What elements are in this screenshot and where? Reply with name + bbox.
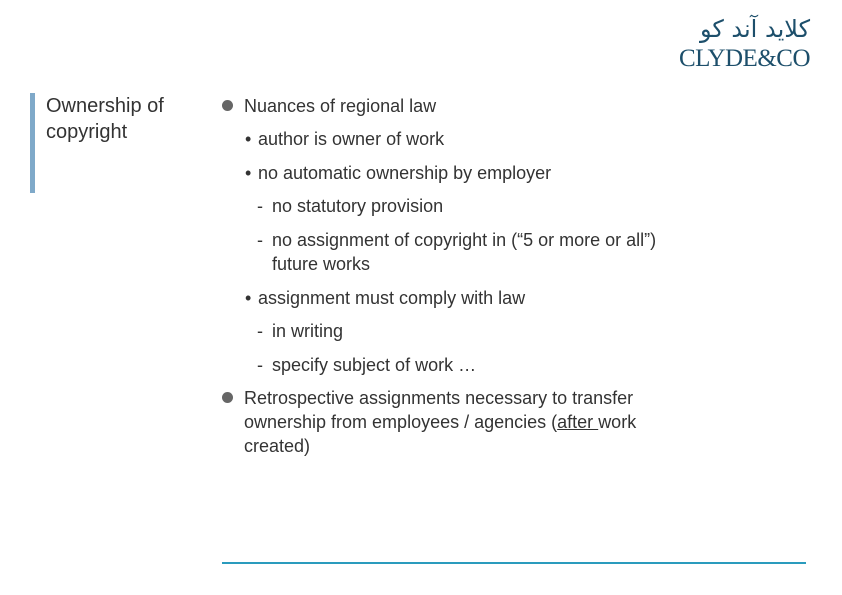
bullet-regional-law bbox=[222, 94, 682, 118]
sub-sub-bullet-in-writing bbox=[222, 319, 682, 343]
section-accent-bar bbox=[30, 93, 35, 193]
bullet-text: no assignment of copyright in (“5 or more or all”) future works bbox=[272, 230, 657, 274]
round-bullet-icon bbox=[222, 100, 233, 111]
dot-bullet-icon: • bbox=[245, 163, 252, 183]
round-bullet-icon bbox=[222, 392, 233, 403]
bullet-retrospective-assignments bbox=[222, 386, 682, 458]
dash-bullet-icon: - bbox=[257, 196, 263, 216]
dot-bullet-icon: • bbox=[245, 129, 252, 149]
dash-bullet-icon: - bbox=[257, 355, 263, 375]
dash-bullet-icon: - bbox=[257, 321, 263, 341]
sub-sub-bullet-no-statutory-provision bbox=[222, 194, 682, 218]
bullet-text: author is owner of work bbox=[258, 129, 445, 149]
bullet-text: no statutory provision bbox=[272, 196, 444, 216]
bullet-text-end: work created) bbox=[244, 412, 637, 456]
section-title: Ownership of copyright bbox=[46, 95, 164, 143]
sub-bullet-author-owner bbox=[222, 127, 682, 151]
slide-content bbox=[222, 94, 682, 458]
bullet-text: in writing bbox=[272, 321, 344, 341]
bullet-text: Nuances of regional law bbox=[244, 96, 437, 116]
clyde-and-co-logo bbox=[668, 14, 810, 70]
logo-arabic-text: كلايد آند كو bbox=[699, 15, 810, 43]
sub-sub-bullet-no-future-assignment bbox=[222, 228, 682, 276]
bullet-text-start: Retrospective assignments necessary to transfer ownership from employees / agencies ( bbox=[244, 388, 634, 432]
bullet-text: assignment must comply with law bbox=[258, 288, 526, 308]
logo-latin-text: CLYDE&CO bbox=[679, 45, 810, 72]
bullet-text: no automatic ownership by employer bbox=[258, 163, 552, 183]
sub-bullet-assignment-comply bbox=[222, 286, 682, 310]
sub-sub-bullet-specify-subject bbox=[222, 353, 682, 377]
underlined-word: after bbox=[557, 412, 599, 432]
bullet-text: specify subject of work … bbox=[272, 355, 477, 375]
dot-bullet-icon: • bbox=[245, 288, 252, 308]
dash-bullet-icon: - bbox=[257, 230, 263, 250]
sub-bullet-no-employer-ownership bbox=[222, 161, 682, 185]
footer-divider-line bbox=[222, 562, 806, 564]
